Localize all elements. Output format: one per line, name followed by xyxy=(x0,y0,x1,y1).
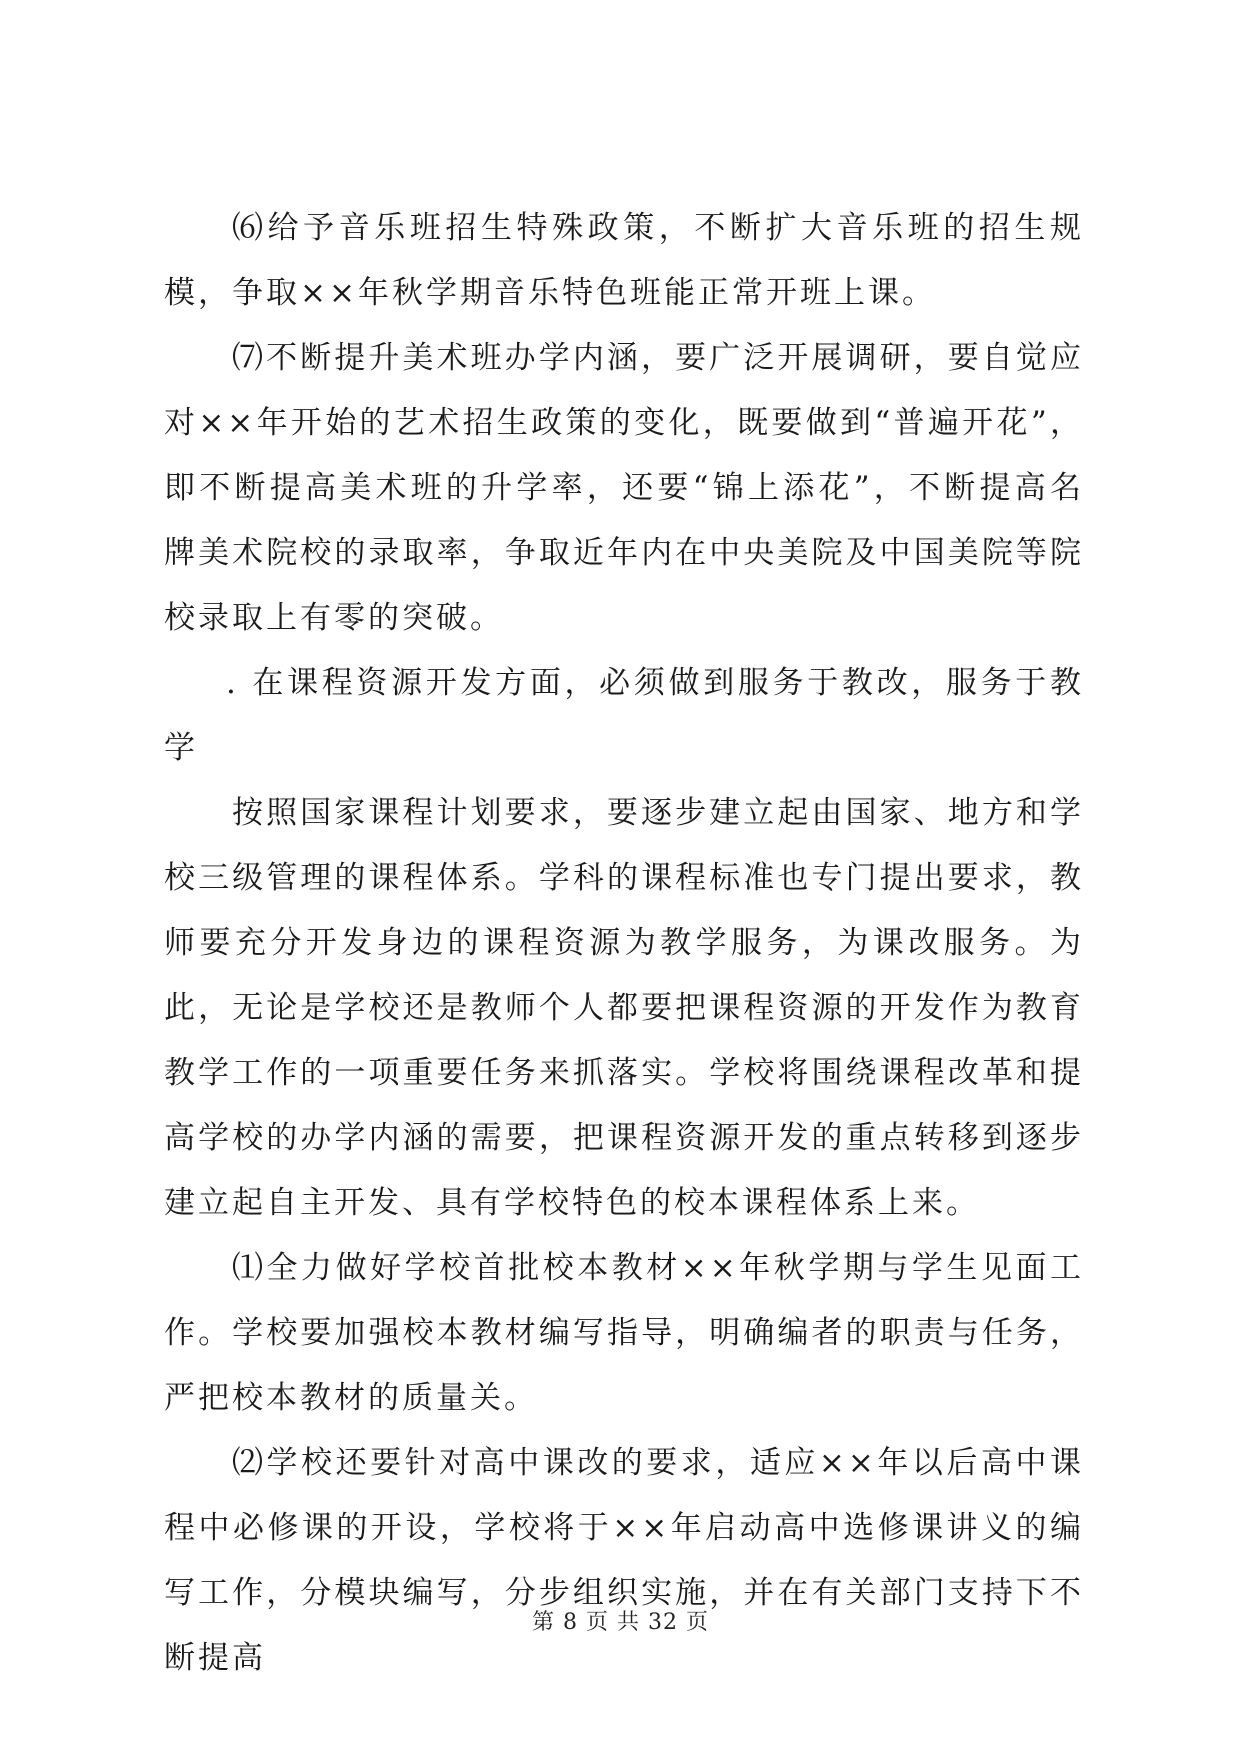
document-body xyxy=(164,196,1084,1691)
paragraph-elective-course: ⑵学校还要针对高中课改的要求，适应××年以后高中课程中必修课的开设，学校将于××年启动高中选修课讲义的编写工作，分模块编写，分步组织实施，并在有关部门支持下不断提高 xyxy=(164,1445,1084,1676)
paragraph-music-class: ⑹给予音乐班招生特殊政策，不断扩大音乐班的招生规模，争取××年秋学期音乐特色班能正常开班上课。 xyxy=(164,210,1084,311)
paragraph-course-system: 按照国家课程计划要求，要逐步建立起由国家、地方和学校三级管理的课程体系。学科的课程标准也专门提出要求，教师要充分开发身边的课程资源为教学服务，为课改服务。为此，无论是学校还是教师个人都要把课程资源的开发作为教育教学工作的一项重要任务来抓落实。学校将围绕课程改革和提高学校的办学内涵的需要，把课程资源开发的重点转移到逐步建立起自主开发、具有学校特色的校本课程体系上来。 xyxy=(164,795,1084,1221)
page-number-footer: 第 8 页 共 32 页 xyxy=(532,1610,709,1635)
paragraph-art-class: ⑺不断提升美术班办学内涵，要广泛开展调研，要自觉应对××年开始的艺术招生政策的变化，既要做到“普遍开花”，即不断提高美术班的升学率，还要“锦上添花”，不断提高名牌美术院校的录取率，争取近年内在中央美院及中国美院等院校录取上有零的突破。 xyxy=(164,340,1084,636)
paragraph-school-textbook: ⑴全力做好学校首批校本教材××年秋学期与学生见面工作。学校要加强校本教材编写指导，明确编者的职责与任务，严把校本教材的质量关。 xyxy=(164,1250,1084,1416)
section-heading-course-resources: . 在课程资源开发方面，必须做到服务于教改，服务于教学 xyxy=(164,665,1084,766)
